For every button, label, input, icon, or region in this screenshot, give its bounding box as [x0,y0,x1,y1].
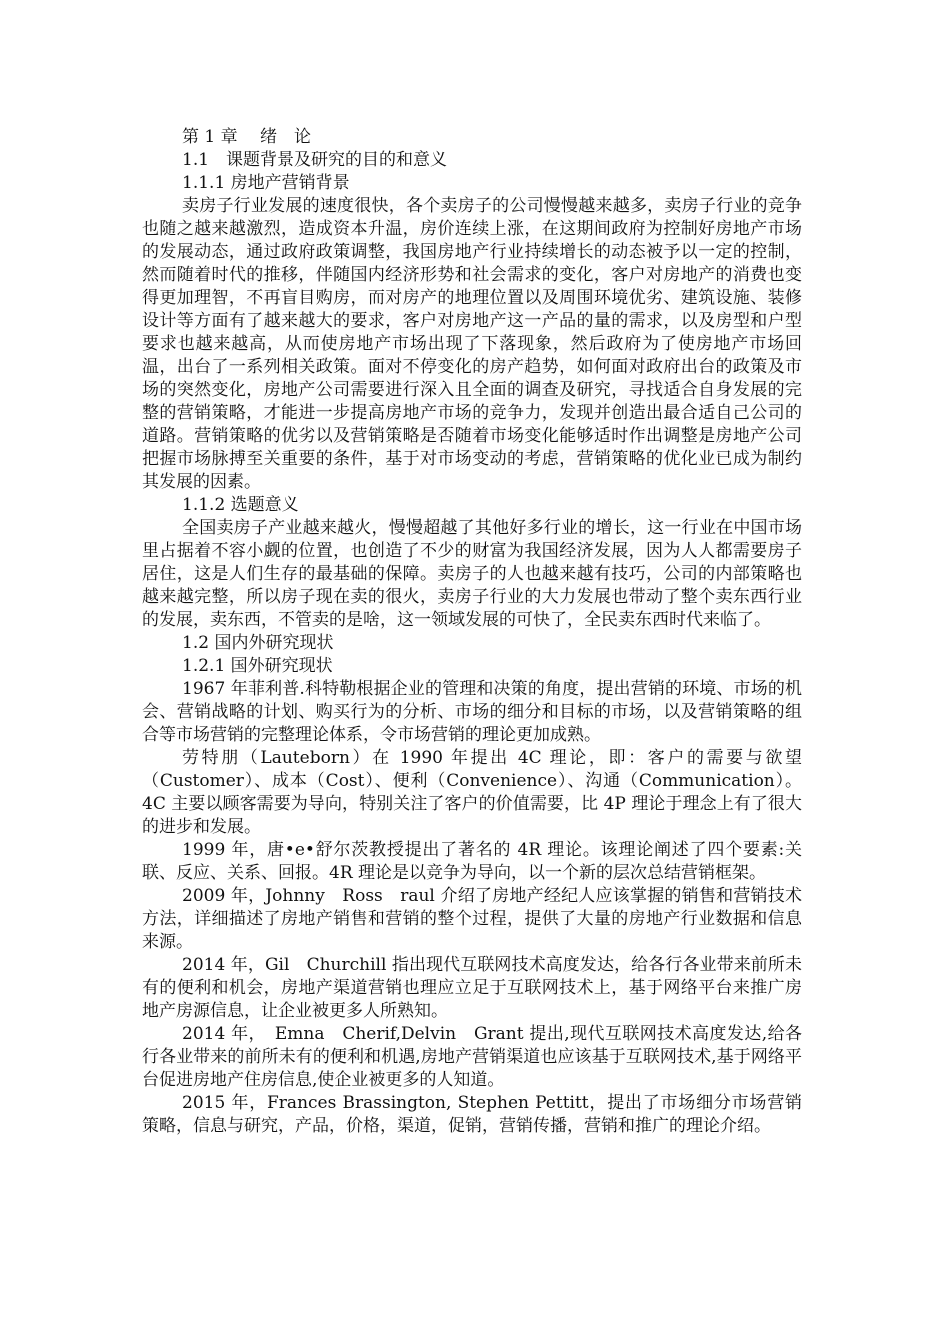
paragraph-2015: 2015 年，Frances Brassington, Stephen Pettitt，提出了市场细分市场营销策略，信息与研究，产品，价格，渠道，促销，营销传播，营销和推广的理论介绍。 [142,1093,802,1136]
section-heading-1-2: 1.2 国内外研究现状 [182,633,334,653]
chapter-heading: 第 1 章 绪 论 [182,127,312,147]
paragraph-background: 卖房子行业发展的速度很快，各个卖房子的公司慢慢越来越多，卖房子行业的竞争也随之越来越激烈，造成资本升温，房价连续上涨，在这期间政府为控制好房地产市场的发展动态，通过政府政策调整，我国房地产行业持续增长的动态被予以一定的控制，然而随着时代的推移，伴随国内经济形势和社会需求的变化，客户对房地产的消费也变得更加理智，不再盲目购房，而对房产的地理位置以及周围环境优劣、建筑设施、装修设计等方面有了越来越大的要求，客户对房地产这一产品的量的需求，以及房型和户型要求也越来越高，从而使房地产市场出现了下落现象，然后政府为了使房地产市场回温，出台了一系列相关政策。面对不停变化的房产趋势，如何面对政府出台的政策及市场的突然变化，房地产公司需要进行深入且全面的调查及研究，寻找适合自身发展的完整的营销策略，才能进一步提高房地产市场的竞争力，发现并创造出最合适自己公司的道路。营销策略的优劣以及营销策略是否随着市场变化能够适时作出调整是房地产公司把握市场脉搏至关重要的条件，基于对市场变动的考虑，营销策略的优化业已成为制约其发展的因素。 [142,196,802,492]
paragraph-2009: 2009 年，Johnny Ross raul 介绍了房地产经纪人应该掌握的销售和营销技术方法，详细描述了房地产销售和营销的整个过程，提供了大量的房地产行业数据和信息来源。 [142,886,802,952]
paragraph-significance: 全国卖房子产业越来越火，慢慢超越了其他好多行业的增长，这一行业在中国市场里占据着不容小觑的位置，也创造了不少的财富为我国经济发展，因为人人都需要房子居住，这是人们生存的最基础的保障。卖房子的人也越来越有技巧，公司的内部策略也越来越完整，所以房子现在卖的很火，卖房子行业的大力发展也带动了整个卖东西行业的发展，卖东西，不管卖的是啥，这一领域发展的可快了，全民卖东西时代来临了。 [142,518,802,630]
paragraph-kotler: 1967 年菲利普.科特勒根据企业的管理和决策的角度，提出营销的环境、市场的机会、营销战略的计划、购买行为的分析、市场的细分和目标的市场，以及营销策略的组合等市场营销的完整理论体系，令市场营销的理论更加成熟。 [142,679,802,745]
paragraph-4c: 劳特朋（Lauteborn）在 1990 年提出 4C 理论，即：客户的需要与欲望（Customer）、成本（Cost）、便利（Convenience）、沟通（Communication）。4C 主要以顾客需要为导向，特别关注了客户的价值需要，比 4P 理论于理念上有了很大的进步和发展。 [142,748,802,837]
paragraph-4r: 1999 年，唐•e•舒尔茨教授提出了著名的 4R 理论。该理论阐述了四个要素:关联、反应、关系、回报。4R 理论是以竞争为导向，以一个新的层次总结营销框架。 [142,840,802,883]
section-heading-1-2-1: 1.2.1 国外研究现状 [182,656,333,676]
paragraph-2014-churchill: 2014 年，Gil Churchill 指出现代互联网技术高度发达，给各行各业带来前所未有的便利和机会，房地产渠道营销也理应立足于互联网技术上，基于网络平台来推广房地产房源信息，让企业被更多人所熟知。 [142,955,802,1021]
section-heading-1-1-1: 1.1.1 房地产营销背景 [182,173,350,193]
section-heading-1-1-2: 1.1.2 选题意义 [182,495,299,515]
paragraph-2014-cherif: 2014 年， Emna Cherif,Delvin Grant 提出,现代互联网技术高度发达,给各行各业带来的前所未有的便利和机遇,房地产营销渠道也应该基于互联网技术,基于网络平台促进房地产住房信息,使企业被更多的人知道。 [142,1024,802,1090]
section-heading-1-1: 1.1 课题背景及研究的目的和意义 [182,150,448,170]
document-page [142,126,802,1138]
